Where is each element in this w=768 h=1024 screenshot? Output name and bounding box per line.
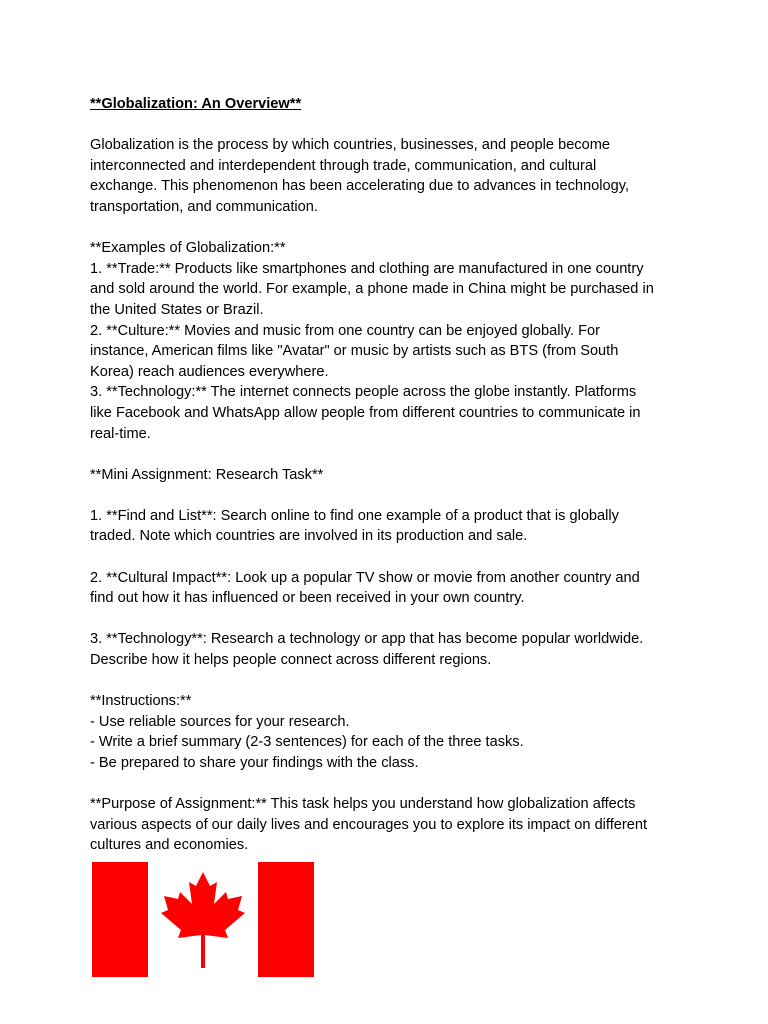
instructions-section — [90, 691, 690, 773]
instructions-heading: **Instructions:** — [90, 693, 192, 710]
text-line: 2. **Culture:** Movies and music from one country can be enjoyed globally. For — [90, 322, 600, 339]
document-body — [90, 94, 690, 877]
task-find-and-list — [90, 506, 690, 547]
document-title: **Globalization: An Overview** — [90, 96, 302, 112]
text-line: Globalization is the process by which countries, businesses, and people become — [90, 137, 610, 154]
purpose-section — [90, 794, 690, 856]
text-line: 2. **Cultural Impact**: Look up a popular TV show or movie from another country and — [90, 569, 640, 586]
text-line: the United States or Brazil. — [90, 301, 264, 318]
text-line: interconnected and interdependent through trade, communication, and cultural — [90, 157, 597, 174]
text-line: find out how it has influenced or been received in your own country. — [90, 590, 525, 607]
canada-flag-icon — [92, 862, 314, 977]
text-line: 3. **Technology:** The internet connects people across the globe instantly. Platforms — [90, 384, 637, 401]
text-line: Describe how it helps people connect across different regions. — [90, 652, 492, 669]
text-line: traded. Note which countries are involved in its production and sale. — [90, 528, 528, 545]
text-line: cultures and economies. — [90, 837, 249, 854]
list-item: - Write a brief summary (2-3 sentences) for each of the three tasks. — [90, 734, 524, 751]
text-line: 3. **Technology**: Research a technology or app that has become popular worldwide. — [90, 631, 644, 648]
text-line: transportation, and communication. — [90, 198, 318, 215]
list-item: - Use reliable sources for your research. — [90, 713, 350, 730]
text-line: real-time. — [90, 425, 151, 442]
text-line: Korea) reach audiences everywhere. — [90, 363, 329, 380]
flag-right-band — [258, 862, 314, 977]
intro-paragraph — [90, 135, 690, 217]
examples-section — [90, 238, 690, 444]
text-line: various aspects of our daily lives and encourages you to explore its impact on different — [90, 816, 648, 833]
task-cultural-impact — [90, 568, 690, 609]
text-line: 1. **Trade:** Products like smartphones and clothing are manufactured in one country — [90, 260, 644, 277]
task-technology — [90, 629, 690, 670]
list-item: - Be prepared to share your findings with the class. — [90, 755, 419, 771]
examples-heading: **Examples of Globalization:** — [90, 240, 286, 257]
text-line: **Purpose of Assignment:** This task helps you understand how globalization affects — [90, 796, 636, 813]
text-line: instance, American films like "Avatar" or music by artists such as BTS (from South — [90, 343, 619, 360]
text-line: 1. **Find and List**: Search online to find one example of a product that is globally — [90, 507, 619, 524]
text-line: like Facebook and WhatsApp allow people from different countries to communicate in — [90, 404, 641, 421]
flag-left-band — [92, 862, 148, 977]
assignment-heading: **Mini Assignment: Research Task** — [90, 466, 324, 483]
text-line: exchange. This phenomenon has been accelerating due to advances in technology, — [90, 178, 629, 195]
text-line: and sold around the world. For example, a phone made in China might be purchased in — [90, 281, 654, 298]
